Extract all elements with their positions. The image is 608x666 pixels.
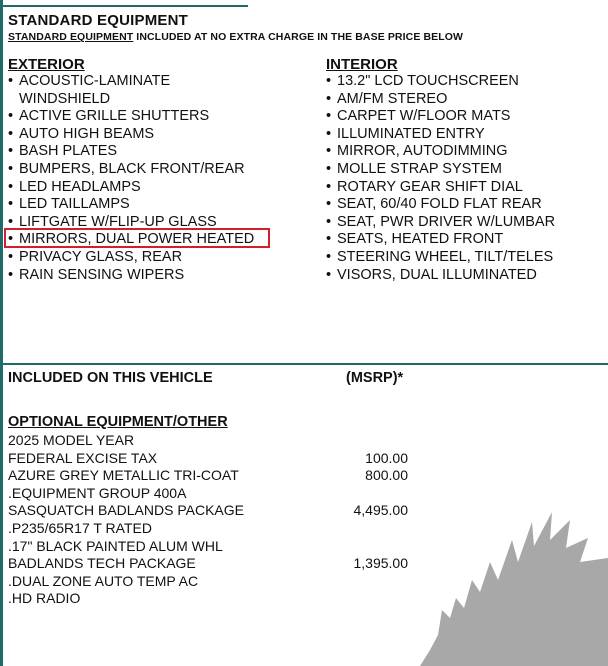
optional-row <box>8 520 428 538</box>
optional-row <box>8 467 428 485</box>
interior-item-text: AM/FM STEREO <box>337 90 448 107</box>
interior-item <box>326 143 606 161</box>
subtitle-rest: INCLUDED AT NO EXTRA CHARGE IN THE BASE PRICE BELOW <box>133 31 464 43</box>
exterior-list <box>8 73 308 284</box>
interior-item-text: ILLUMINATED ENTRY <box>337 125 485 142</box>
section-divider <box>3 363 608 365</box>
interior-item <box>326 196 606 214</box>
bullet-icon: • <box>326 213 332 230</box>
exterior-item-text: BASH PLATES <box>19 143 118 160</box>
bullet-icon: • <box>326 73 332 89</box>
optional-row-price: 100.00 <box>365 449 408 466</box>
exterior-item-text: WINDSHIELD <box>19 90 111 107</box>
bullet-icon: • <box>326 231 332 248</box>
optional-row-label: .EQUIPMENT GROUP 400A <box>8 484 187 501</box>
exterior-item-text: BUMPERS, BLACK FRONT/REAR <box>19 160 245 177</box>
optional-row <box>8 590 428 608</box>
interior-column <box>326 56 606 284</box>
exterior-item <box>8 108 308 126</box>
optional-row-label: BADLANDS TECH PACKAGE <box>8 555 196 572</box>
optional-row-label: .P235/65R17 T RATED <box>8 519 152 536</box>
exterior-item <box>8 249 308 267</box>
exterior-item <box>8 179 308 197</box>
optional-row <box>8 538 428 556</box>
bullet-icon: • <box>8 125 14 142</box>
optional-row <box>8 450 428 468</box>
optional-row-label: 2025 MODEL YEAR <box>8 432 135 448</box>
bullet-icon: • <box>8 266 14 283</box>
left-border <box>0 0 3 666</box>
bullet-icon: • <box>8 73 14 89</box>
exterior-item-text: ACTIVE GRILLE SHUTTERS <box>19 108 210 125</box>
bullet-icon: • <box>8 196 14 213</box>
interior-item-text: 13.2" LCD TOUCHSCREEN <box>337 73 519 89</box>
bullet-icon: • <box>8 248 14 265</box>
optional-row-price: 4,495.00 <box>353 502 408 519</box>
interior-item-text: VISORS, DUAL ILLUMINATED <box>337 266 537 283</box>
interior-item-text: SEAT, PWR DRIVER W/LUMBAR <box>337 213 556 230</box>
optional-row <box>8 573 428 591</box>
bullet-icon: • <box>326 125 332 142</box>
optional-equipment-heading: OPTIONAL EQUIPMENT/OTHER <box>8 414 228 430</box>
interior-item <box>326 267 606 285</box>
interior-item-text: SEATS, HEATED FRONT <box>337 231 504 248</box>
interior-item <box>326 73 606 91</box>
exterior-item-text: RAIN SENSING WIPERS <box>19 266 185 283</box>
bullet-icon: • <box>8 160 14 177</box>
standard-equipment-title: STANDARD EQUIPMENT <box>8 12 188 29</box>
bullet-icon: • <box>8 213 14 230</box>
interior-list <box>326 73 606 284</box>
interior-item <box>326 231 606 249</box>
exterior-item-text: LIFTGATE W/FLIP-UP GLASS <box>19 213 217 230</box>
bullet-icon: • <box>326 90 332 107</box>
watermark-flame-graphic <box>420 500 608 666</box>
bullet-icon: • <box>326 143 332 160</box>
exterior-item <box>8 161 308 179</box>
exterior-item <box>8 126 308 144</box>
optional-row <box>8 502 428 520</box>
bullet-icon: • <box>326 196 332 213</box>
interior-item <box>326 179 606 197</box>
exterior-item <box>8 143 308 161</box>
optional-row <box>8 555 428 573</box>
optional-row-price: 800.00 <box>365 467 408 484</box>
exterior-item-text: MIRRORS, DUAL POWER HEATED <box>19 231 255 248</box>
optional-row <box>8 432 428 450</box>
highlight-box-mirrors <box>4 228 270 248</box>
exterior-heading: EXTERIOR <box>8 56 85 73</box>
exterior-item <box>8 196 308 214</box>
optional-row-label: .17" BLACK PAINTED ALUM WHL <box>8 537 223 554</box>
interior-item-text: MOLLE STRAP SYSTEM <box>337 160 502 177</box>
optional-row-label: SASQUATCH BADLANDS PACKAGE <box>8 502 244 519</box>
exterior-item <box>8 73 308 108</box>
interior-item <box>326 214 606 232</box>
exterior-item <box>8 267 308 285</box>
bullet-icon: • <box>8 178 14 195</box>
interior-item-text: ROTARY GEAR SHIFT DIAL <box>337 178 523 195</box>
interior-item-text: MIRROR, AUTODIMMING <box>337 143 508 160</box>
exterior-item-text: ACOUSTIC-LAMINATE <box>19 73 171 89</box>
optional-row-label: .HD RADIO <box>8 590 81 607</box>
bullet-icon: • <box>326 108 332 125</box>
bullet-icon: • <box>326 178 332 195</box>
interior-item-text: STEERING WHEEL, TILT/TELES <box>337 248 554 265</box>
optional-row-label: .DUAL ZONE AUTO TEMP AC <box>8 572 199 589</box>
exterior-column <box>8 56 308 284</box>
bullet-icon: • <box>326 160 332 177</box>
interior-item <box>326 249 606 267</box>
interior-item-text: CARPET W/FLOOR MATS <box>337 108 511 125</box>
optional-row <box>8 485 428 503</box>
interior-item <box>326 108 606 126</box>
bullet-icon: • <box>8 108 14 125</box>
optional-row-label: FEDERAL EXCISE TAX <box>8 449 158 466</box>
exterior-item-text: LED TAILLAMPS <box>19 196 130 213</box>
top-border <box>0 5 248 7</box>
interior-item <box>326 126 606 144</box>
interior-item <box>326 91 606 109</box>
subtitle-underlined: STANDARD EQUIPMENT <box>8 31 134 43</box>
bullet-icon: • <box>8 231 14 248</box>
optional-row-label: AZURE GREY METALLIC TRI-COAT <box>8 467 239 484</box>
bullet-icon: • <box>326 266 332 283</box>
bullet-icon: • <box>8 143 14 160</box>
standard-equipment-subtitle <box>8 31 463 43</box>
exterior-item-text: PRIVACY GLASS, REAR <box>19 248 183 265</box>
bullet-icon: • <box>326 248 332 265</box>
interior-item-text: SEAT, 60/40 FOLD FLAT REAR <box>337 196 542 213</box>
exterior-item-text: LED HEADLAMPS <box>19 178 141 195</box>
included-heading: INCLUDED ON THIS VEHICLE <box>8 370 213 386</box>
interior-heading: INTERIOR <box>326 56 398 73</box>
msrp-heading: (MSRP)* <box>346 370 404 386</box>
exterior-item-text: AUTO HIGH BEAMS <box>19 125 155 142</box>
optional-equipment-list <box>8 432 428 608</box>
interior-item <box>326 161 606 179</box>
optional-row-price: 1,395.00 <box>353 555 408 572</box>
